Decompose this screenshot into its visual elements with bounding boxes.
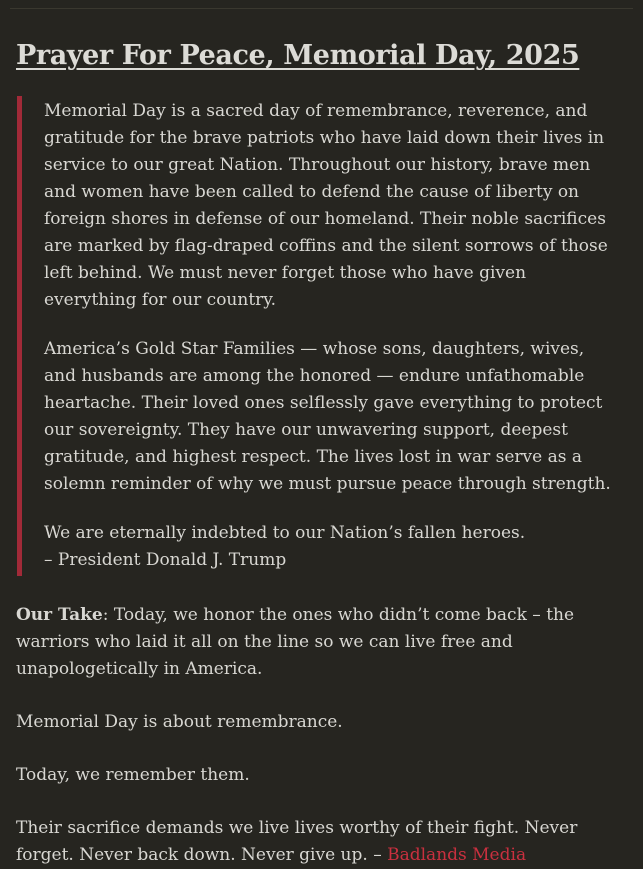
presidential-quote: [17, 96, 621, 576]
article-page: [0, 8, 643, 869]
quote-closing-line: We are eternally indebted to our Nation’s fallen heroes.: [44, 523, 526, 543]
our-take-text: : Today, we honor the ones who didn’t come back – the warriors who laid it all on the line so we can live free and unapologetically in America.: [16, 605, 575, 679]
quote-paragraph-3: [44, 520, 621, 574]
our-take-paragraph: [16, 602, 627, 683]
remember-paragraph: Today, we remember them.: [16, 765, 250, 785]
quote-paragraph-1: Memorial Day is a sacred day of remembrance, reverence, and gratitude for the brave patriots who have laid down their lives in service to our great Nation. Throughout our history, brave men and women have been called to defend the cause of liberty on foreign shores in defense of our homeland. Their noble sacrifices are marked by flag-draped coffins and the silent sorrows of those left behind. We must never forget those who have given everything for our country.: [44, 101, 608, 310]
our-take-label: Our Take: [16, 605, 103, 625]
page-title: Prayer For Peace, Memorial Day, 2025: [16, 40, 580, 71]
remembrance-paragraph: Memorial Day is about remembrance.: [16, 712, 343, 732]
quote-paragraph-2: America’s Gold Star Families — whose sons, daughters, wives, and husbands are among the honored — endure unfathomable heartache. Their loved ones selflessly gave everything to protect our sovereignty. They have our unwavering support, deepest gratitude, and highest respect. The lives lost in war serve as a solemn reminder of why we must pursue peace through strength.: [44, 339, 611, 494]
closing-paragraph: [16, 815, 627, 869]
badlands-media-link[interactable]: Badlands Media: [387, 845, 527, 865]
top-divider: [10, 8, 633, 9]
quote-attribution: – President Donald J. Trump: [44, 550, 287, 570]
closing-text: Their sacrifice demands we live lives worthy of their fight. Never forget. Never back down. Never give up. –: [16, 818, 578, 865]
